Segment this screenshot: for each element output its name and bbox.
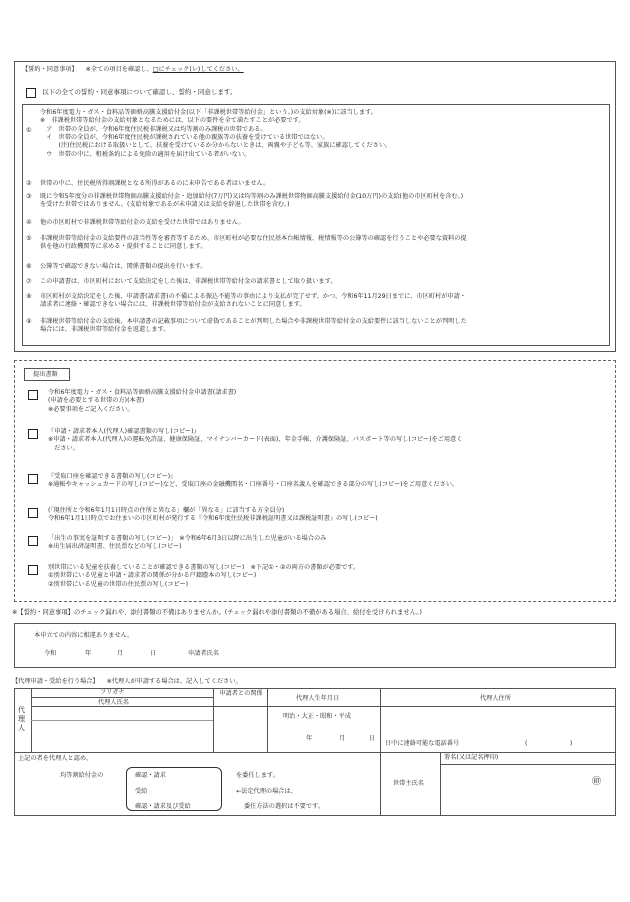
check-all-label: 以下の全ての誓約・同意事項について確認し、誓約・同意します。 bbox=[42, 88, 237, 96]
consent-item-line: 市区町村が支給決定をした後、申請書(請求書)の不備による振込不能等の事由により支払が完了せず、かつ、令和6年11月29日までに、市区町村が申請・ bbox=[40, 293, 466, 300]
consent-item-number: ① bbox=[26, 127, 32, 134]
document-item-line: 「出生の事実を証明する書類の写し(コピー)」 ※令和6年6月3日以降に出生した児童がいる場合のみ bbox=[48, 535, 327, 542]
consent-instruction: ※全ての項目を確認し、 bbox=[85, 66, 153, 73]
consent-item-line: 世帯の中に、住民税所得割課税となる所得があるのに未申告である者はいません。 bbox=[40, 180, 270, 187]
phone-label: 日中に連絡可能な電話番号 bbox=[385, 740, 460, 747]
document-item-line: 別世帯にいる児童を扶養していることが確認できる書類の写し(コピー) ※下記①・②の両方の書類が必要です。 bbox=[48, 564, 360, 571]
consent-item-line: イ 世帯の全員が、令和6年度住民税が課税されている他の親族等の扶養を受けている世帯ではない。 bbox=[40, 134, 329, 142]
document-item-line: ださい。 bbox=[48, 444, 79, 452]
consent-item-line: 供を他の行政機関等に求める・提供することに同意します。 bbox=[40, 243, 207, 251]
consent-item-number: ② bbox=[26, 180, 32, 187]
address-label: 代理人住所 bbox=[480, 695, 511, 702]
consent-item-line: 場合には、非課税世帯等給付金を返還します。 bbox=[40, 326, 170, 334]
consent-item-number: ⑥ bbox=[26, 263, 32, 270]
consent-header bbox=[22, 66, 244, 74]
date-year: 年 bbox=[85, 650, 92, 657]
document-checkbox[interactable] bbox=[28, 565, 38, 575]
document-item-line: ※申請・請求者本人(代理人)の運転免許証、健康保険証、マイナンバーカード(表面)、年金手帳、介護保険証、パスポート等の写し(コピー)をご用意く bbox=[48, 436, 463, 444]
seal-icon: ㊞ bbox=[592, 777, 602, 787]
document-checkbox[interactable] bbox=[28, 536, 38, 546]
furigana-label: フリガナ bbox=[100, 689, 125, 696]
consent-item-line: 請求者に連絡・確認できない場合には、非課税世帯等給付金が支給されないことに同意します。 bbox=[40, 301, 306, 309]
document-checkbox[interactable] bbox=[28, 474, 38, 484]
document-item-line: ①別世帯にいる児童と申請・請求者の関係が分かる戸籍謄本の写し(コピー) bbox=[48, 572, 257, 580]
document-item-line: (「現住所と令和6年1月1日時点の住所と異なる」欄が「異なる」に該当する方全員分) bbox=[48, 507, 285, 514]
signature-label: 署名(又は記名押印) bbox=[444, 754, 499, 761]
consent-item-number: ③ bbox=[26, 193, 32, 200]
document-checkbox[interactable] bbox=[28, 390, 38, 400]
era-options[interactable]: 明治・大正・昭和・平成 bbox=[283, 713, 352, 720]
document-item-line: (申請を必要とする世帯の方)(本書) bbox=[48, 397, 145, 405]
option-both[interactable]: 確認・請求及び受給 bbox=[135, 803, 191, 810]
consent-item-number: ④ bbox=[26, 219, 32, 226]
consent-item-line: 公簿等で確認できない場合は、関係書類の提出を行います。 bbox=[40, 263, 207, 270]
document-checkbox[interactable] bbox=[28, 429, 38, 439]
representative-note: ※代理人が申請する場合は、記入してください。 bbox=[106, 678, 242, 685]
phone-open: ( bbox=[525, 740, 528, 747]
consent-item-line: (注)住民税における取扱いとして、扶養を受けているか分からないときは、両親や子ども等、家族に確認してください。 bbox=[40, 142, 392, 150]
birth-year: 年 bbox=[306, 735, 313, 742]
representative-heading: 【代理申請・受給を行う場合】 bbox=[12, 678, 99, 685]
delegate-text: を委任します。 bbox=[236, 772, 279, 779]
consent-item-number: ⑤ bbox=[26, 235, 32, 242]
date-era: 令和 bbox=[44, 650, 57, 657]
affirmation-text: 本申立ての内容に相違ありません。 bbox=[34, 632, 134, 639]
representative-header bbox=[12, 678, 242, 686]
documents-heading: 提出書類 bbox=[24, 368, 70, 381]
consent-item-line: 非課税世帯等給付金の支給後、本申請書の記載事項について虚偽であることが判明した場合や非課税世帯等給付金の支給要件に該当しないことが判明した bbox=[40, 318, 467, 325]
option-confirm-request[interactable]: 確認・請求 bbox=[135, 772, 166, 779]
consent-item-line: を受けた世帯ではありません。(支給対象であるが未申請又は支給を辞退した世帯を含む。) bbox=[40, 201, 290, 209]
relation-label: 申請者との関係 bbox=[219, 690, 263, 697]
rep-name-label: 代理人氏名 bbox=[98, 699, 129, 706]
consent-item-number: ⑦ bbox=[26, 278, 32, 285]
consent-item-line: 令和6年度電力・ガス・食料品等価格高騰支援給付金(以下「非課税世帯等給付金」という。)の支給対象(※)に該当します。 bbox=[40, 109, 377, 116]
birth-month: 月 bbox=[339, 735, 346, 742]
consent-item-line: ア 世帯の全員が、令和6年度住民税非課税又は均等割のみ課税の世帯である。 bbox=[40, 125, 267, 133]
householder-label: 世帯主氏名 bbox=[393, 780, 424, 787]
birth-label: 代理人生年月日 bbox=[296, 695, 340, 702]
birth-day: 日 bbox=[369, 735, 376, 742]
consent-item-line: 非課税世帯等給付金の支給要件の該当性等を審査等するため、市区町村が必要な住民基本台帳情報、税情報等の公簿等の確認を行うことや必要な資料の提 bbox=[40, 235, 467, 242]
delegate-intro: 上記の者を代理人と認め、 bbox=[18, 755, 93, 762]
document-item-line: 『申請・請求者本人(代理人)確認書類の写し(コピー)』 bbox=[48, 428, 200, 435]
document-item-line: 『受取口座を確認できる書類の写し(コピー)』 bbox=[48, 473, 177, 480]
date-day: 日 bbox=[150, 650, 157, 657]
legal-note-2: 委任方法の選択は不要です。 bbox=[244, 803, 324, 810]
document-item-line: ※必要事項をご記入ください。 bbox=[48, 405, 134, 413]
consent-item-line: ウ 世帯の中に、租税条約による免除の適用を届け出ている者がいない。 bbox=[40, 150, 251, 158]
consent-item-number: ⑧ bbox=[26, 293, 32, 300]
document-item-line: 令和6年度電力・ガス・食料品等価格高騰支援給付金申請書(請求書) bbox=[48, 389, 237, 396]
option-receive[interactable]: 受給 bbox=[135, 788, 148, 795]
consent-item-line: この申請書は、市区町村において支給決定をした後は、非課税世帯等給付金の請求書として取り扱います。 bbox=[40, 278, 337, 285]
consent-item-line: 他の市区町村で非課税世帯等給付金の支給を受けた世帯ではありません。 bbox=[40, 219, 245, 226]
consent-heading: 【誓約・同意事項】 bbox=[22, 66, 78, 73]
consent-item-line: ※ 非課税世帯等給付金の支給対象となるためには、以下の要件を全て満たすことが必要です。 bbox=[40, 117, 305, 125]
document-item-line: 令和6年1月1日時点でお住まいの市区町村が発行する『令和6年度住民税非課税証明書又は課税証明書』の写し(コピー) bbox=[48, 515, 378, 523]
benefit-label: 均等割給付金の bbox=[60, 772, 104, 779]
consent-item-line: 既に令和5年度分の非課税世帯物価高騰支援給付金・追加給付(7万円)又は均等割のみ課税世帯物価高騰支援給付金(10万円)の支給(他の市区町村を含む。) bbox=[40, 193, 464, 200]
document-item-line: ②別世帯にいる児童の世帯の住民票の写し(コピー) bbox=[48, 580, 189, 588]
consent-item-number: ⑨ bbox=[26, 318, 32, 325]
representative-side-label: 代理人 bbox=[18, 706, 25, 732]
warning-text: ※【誓約・同意事項】のチェック漏れや、添付書類の不備はありませんか。(チェック漏れや添付書類の不備がある場合、給付を受けられません。) bbox=[12, 609, 422, 616]
document-checkbox[interactable] bbox=[28, 508, 38, 518]
consent-instruction-underlined: □にチェック(レ)してください。 bbox=[152, 66, 244, 73]
check-all-checkbox[interactable] bbox=[26, 88, 36, 98]
document-item-line: ※通帳やキャッシュカードの写し(コピー)など、受取口座の金融機関名・口座番号・口座名義人を確認できる部分の写し(コピー)をご用意ください。 bbox=[48, 481, 459, 489]
applicant-name-label: 申請者氏名 bbox=[188, 650, 219, 657]
phone-close: ) bbox=[570, 740, 573, 747]
date-month: 月 bbox=[117, 650, 124, 657]
legal-note: ←法定代理の場合は、 bbox=[236, 788, 297, 795]
affirmation-box bbox=[14, 623, 616, 668]
document-item-line: ※出生届出済証明書、住民票などの写し(コピー) bbox=[48, 543, 182, 551]
